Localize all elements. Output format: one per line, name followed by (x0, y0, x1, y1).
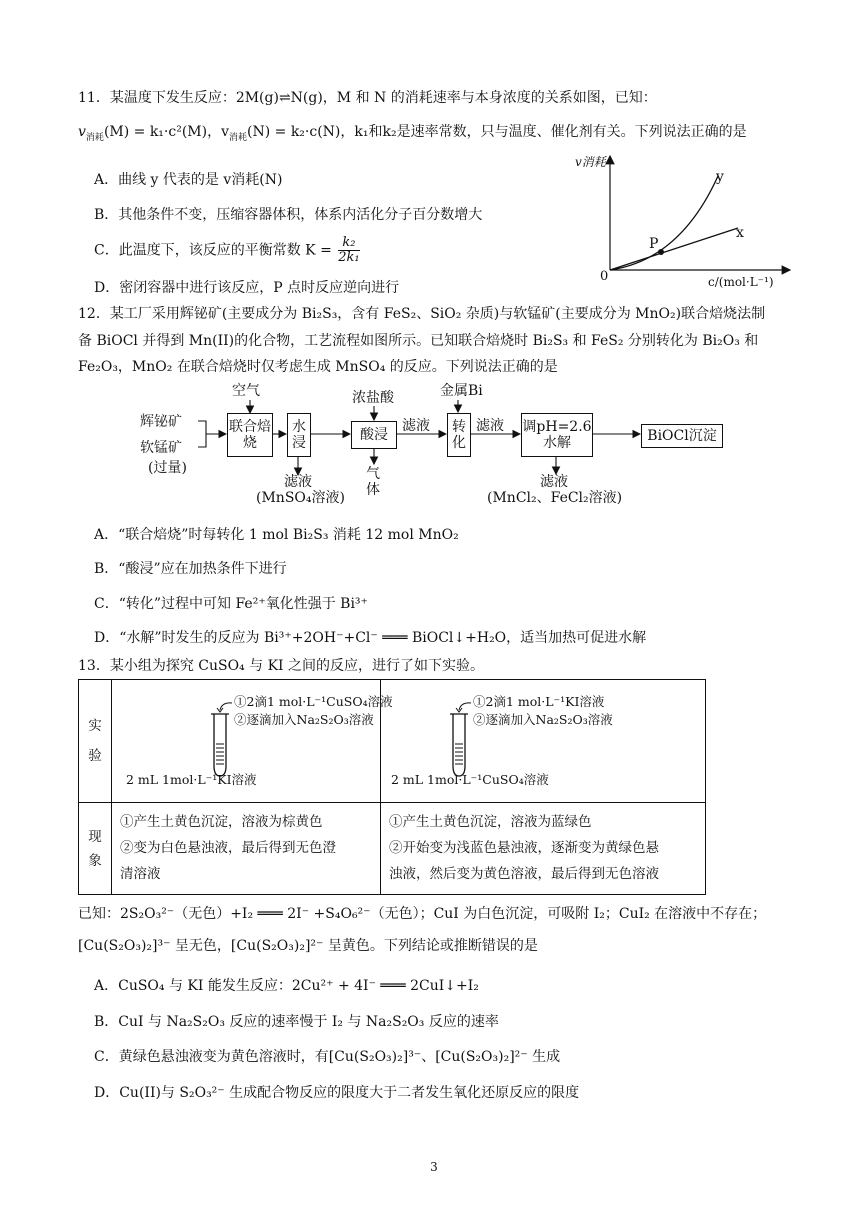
obs2-line-2: ②开始变为浅蓝色悬浊液，逐渐变为黄绿色悬 (389, 840, 659, 856)
q12-option-b: B．“酸浸”应在加热条件下进行 (94, 561, 287, 577)
q12-option-c: C．“转化”过程中可知 Fe²⁺氧化性强于 Bi³⁺ (94, 596, 368, 612)
q11-option-a: A．曲线 y 代表的是 v消耗(N) (94, 172, 283, 188)
graph-curve-y-label: y (716, 169, 724, 185)
q11-option-c-text: C．此温度下，该反应的平衡常数 K = (94, 242, 332, 259)
graph-y-label: v消耗 (575, 155, 606, 169)
flow-step-5a: 调pH=2.6 (522, 419, 592, 435)
q12-stem-line-3: Fe₂O₃，MnO₂ 在联合焙烧时仅考虑生成 MnSO₄ 的反应。下列说法正确的是 (78, 359, 558, 375)
q12-option-d: D．“水解”时发生的反应为 Bi³⁺+2OH⁻+Cl⁻ ═══ BiOCl↓+H₂O，适当加热可促进水解 (94, 630, 647, 646)
q13-option-a: A．CuSO₄ 与 KI 能发生反应：2Cu²⁺ + 4I⁻ ═══ 2CuI↓+I₂ (94, 978, 479, 994)
flow-step-water-leach: 水浸 (287, 413, 311, 457)
flow-step-conversion: 转化 (447, 413, 471, 457)
exp2-tube-content: 2 mL 1mol·L⁻¹CuSO₄溶液 (391, 772, 549, 787)
obs1-line-3: 清溶液 (120, 866, 161, 882)
flow-out-2a: 滤液 (284, 474, 312, 490)
v-subscript: 消耗 (229, 132, 248, 143)
flow-input-1: 辉铋矿 (140, 414, 182, 430)
point-p (658, 249, 664, 255)
q12-stem-line-1: 12．某工厂采用辉铋矿(主要成分为 Bi₂S₃，含有 FeS₂、SiO₂ 杂质)与软锰矿(主要成分为 MnO₂)联合焙烧法制 (78, 306, 766, 322)
flow-out-2b: (MnSO₄溶液) (256, 490, 345, 506)
flow-out-5a: 滤液 (540, 474, 568, 490)
obs1-line-2: ②变为白色悬浊液，最后得到无色澄 (120, 840, 336, 856)
q12-flow-lines (0, 380, 868, 520)
equilibrium-fraction (338, 236, 359, 265)
q13-known-line-1: 已知：2S₂O₃²⁻（无色）+I₂ ═══ 2I⁻ +S₄O₆²⁻（无色）；CuI 为白色沉淀，可吸附 I₂；CuI₂ 在溶液中不存在； (78, 906, 767, 922)
q12-option-a: A．“联合焙烧”时每转化 1 mol Bi₂S₃ 消耗 12 mol MnO₂ (94, 527, 459, 543)
graph-point-label: P (649, 236, 659, 252)
line-x (610, 228, 738, 270)
exp1-step-1: ①2滴1 mol·L⁻¹CuSO₄溶液 (234, 694, 393, 709)
observation-2-cell (381, 803, 706, 895)
experiment-1-cell (112, 680, 393, 803)
graph-origin-label: 0 (600, 269, 609, 284)
flow-out-5b: (MnCl₂、FeCl₂溶液) (487, 490, 623, 506)
graph-line-x-label: x (736, 225, 744, 241)
flow-input-2-note: (过量) (148, 460, 187, 476)
flow-input-2: 软锰矿 (140, 440, 182, 456)
q13-known-line-2: [Cu(S₂O₃)₂]³⁻ 呈无色，[Cu(S₂O₃)₂]²⁻ 呈黄色。下列结论或推断错误的是 (78, 938, 538, 954)
q11-stem-line-1: 11．某温度下发生反应：2M(g)⇌N(g)，M 和 N 的消耗速率与本身浓度的关系如图，已知： (78, 90, 657, 106)
table-row (79, 680, 706, 803)
page-number: 3 (430, 1160, 438, 1174)
q13-experiment-table (78, 679, 706, 895)
table-row (79, 803, 706, 895)
q11-stem-2a: (M) = k₁·c²(M)，v (103, 124, 229, 140)
q11-stem-line-2 (78, 122, 747, 142)
obs2-line-3: 浊液，然后变为黄色溶液，最后得到无色溶液 (389, 866, 659, 882)
flow-filtrate-2: 滤液 (476, 418, 504, 434)
flow-metal: 金属Bi (440, 383, 483, 399)
q12-stem-line-2: 备 BiOCl 并得到 Mn(II)的化合物，工艺流程如图所示。已知联合焙烧时 Bi₂S₃ 和 FeS₂ 分别转化为 Bi₂O₃ 和 (78, 333, 759, 349)
flow-filtrate-1: 滤液 (402, 418, 430, 434)
q13-option-b: B．CuI 与 Na₂S₂O₃ 反应的速率慢于 I₂ 与 Na₂S₂O₃ 反应的速率 (94, 1014, 499, 1030)
q13-stem: 13．某小组为探究 CuSO₄ 与 KI 之间的反应，进行了如下实验。 (78, 658, 485, 674)
fraction-numerator: k₂ (338, 236, 359, 251)
q11-stem-2b: (N) = k₂·c(N)，k₁和k₂是速率常数，只与温度、催化剂有关。下列说法正确的是 (247, 124, 747, 140)
q13-option-c: C．黄绿色悬浊液变为黄色溶液时，有[Cu(S₂O₃)₂]³⁻、[Cu(S₂O₃)₂]²⁻ 生成 (94, 1049, 561, 1065)
flow-product: BiOCl沉淀 (641, 424, 723, 448)
exp2-step-2: ②逐滴加入Na₂S₂O₃溶液 (473, 712, 613, 727)
experiment-2-cell (381, 680, 706, 803)
exp1-step-2: ②逐滴加入Na₂S₂O₃溶液 (234, 712, 374, 727)
graph-x-label: c/(mol·L⁻¹) (708, 275, 774, 289)
q13-option-d: D．Cu(II)与 S₂O₃²⁻ 生成配合物反应的限度大于二者发生氧化还原反应的限度 (94, 1085, 580, 1101)
q11-option-d: D．密闭容器中进行该反应，P 点时反应逆向进行 (94, 280, 400, 296)
table-head-observation: 现象 (79, 803, 112, 895)
fraction-denominator: 2k₁ (338, 250, 360, 265)
q11-option-c (94, 236, 362, 265)
obs1-line-1: ①产生土黄色沉淀，溶液为棕黄色 (120, 814, 323, 830)
flow-step-hydrolysis (521, 413, 593, 457)
flow-step-roasting: 联合焙烧 (227, 413, 273, 457)
exp1-tube-content: 2 mL 1mol·L⁻¹KI溶液 (126, 772, 257, 787)
q11-option-b: B．其他条件不变，压缩容器体积，体系内活化分子百分数增大 (94, 207, 483, 223)
v-subscript: 消耗 (85, 132, 104, 143)
observation-1-cell (112, 803, 381, 895)
table-head-experiment: 实验 (79, 680, 112, 803)
v-symbol: v (78, 124, 86, 140)
obs2-line-1: ①产生土黄色沉淀，溶液为蓝绿色 (389, 814, 592, 830)
flow-step-acid-leach: 酸浸 (351, 421, 397, 449)
flow-air: 空气 (232, 383, 260, 399)
flow-step-5b: 水解 (543, 435, 571, 451)
curve-y (610, 176, 718, 270)
exp2-step-1: ①2滴1 mol·L⁻¹KI溶液 (473, 694, 605, 709)
flow-acid: 浓盐酸 (352, 390, 394, 406)
flow-gas: 气体 (366, 466, 380, 498)
